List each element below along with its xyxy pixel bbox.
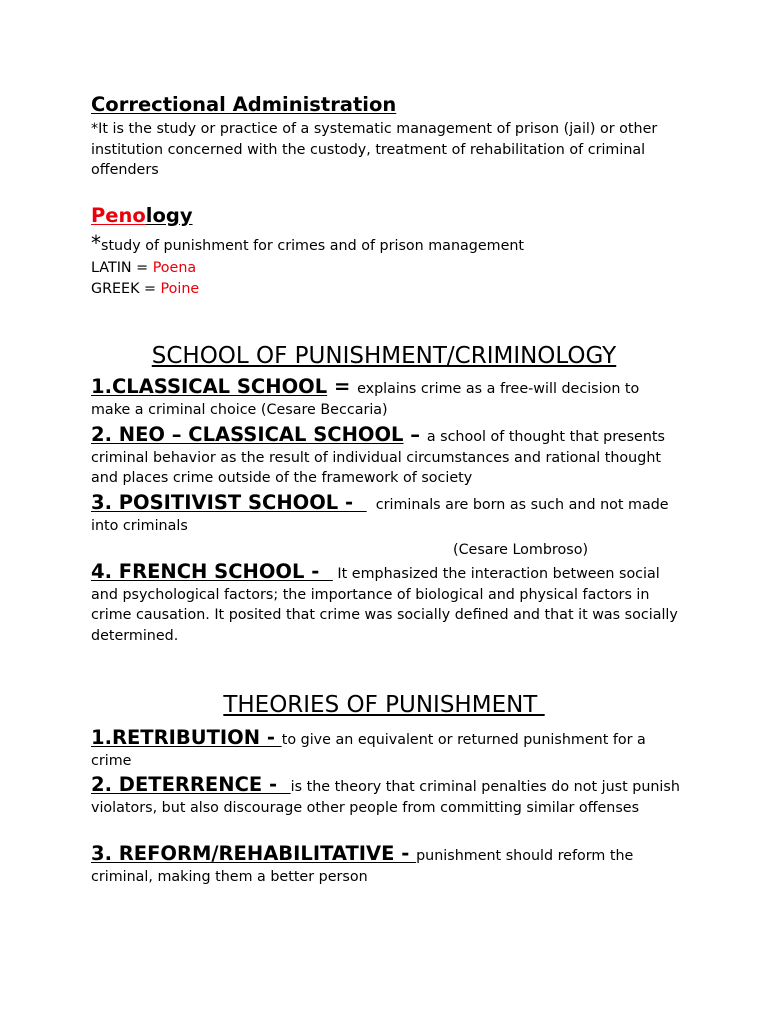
school-item-neo-classical — [91, 425, 681, 489]
correctional-definition: *It is the study or practice of a systematic management of prison (jail) or other institution concerned with the custody, treatment of rehabilitation of criminal offenders — [91, 121, 658, 179]
theory-text: to give an equivalent or returned punishment for a crime — [91, 732, 646, 769]
theory-item-retribution — [91, 728, 681, 771]
penology-title-red-part: Peno — [91, 204, 146, 227]
school-text: explains crime as a free-will decision to make a criminal choice (Cesare Beccaria) — [91, 381, 640, 418]
theory-lead: 2. DETERRENCE - — [91, 773, 291, 796]
penology-definition-line — [91, 233, 524, 257]
latin-label: LATIN = — [91, 260, 153, 276]
school-item-classical — [91, 377, 681, 420]
schools-heading: SCHOOL OF PUNISHMENT/CRIMINOLOGY — [151, 343, 617, 369]
school-lead: 1.CLASSICAL SCHOOL — [91, 375, 328, 398]
school-lead: 2. NEO – CLASSICAL SCHOOL — [91, 423, 404, 446]
theories-heading: THEORIES OF PUNISHMENT — [223, 692, 545, 718]
school-item-french — [91, 562, 681, 647]
theory-item-reform — [91, 844, 681, 887]
latin-line — [91, 258, 196, 279]
penology-title-black-part: logy — [145, 204, 193, 227]
school-text: a school of thought that presents criminal behavior as the result of individual circumstances and rational thought and places crime outside of the framework of society — [91, 429, 665, 487]
positivist-reference: (Cesare Lombroso) — [453, 542, 589, 558]
asterisk-mark: * — [91, 231, 101, 255]
penology-definition: study of punishment for crimes and of prison management — [101, 238, 525, 254]
school-separator: = — [327, 375, 358, 398]
school-lead: 4. FRENCH SCHOOL - — [91, 560, 333, 583]
school-text: It emphasized the interaction between social and psychological factors; the importance of biological and physical factors in crime causation. It posited that crime was socially defined and that it was socially determined. — [91, 566, 678, 645]
school-item-positivist — [91, 493, 681, 536]
greek-value: Poine — [160, 281, 200, 297]
greek-line — [91, 279, 199, 300]
correctional-title: Correctional Administration — [91, 93, 397, 116]
penology-title — [91, 204, 193, 227]
theory-lead: 3. REFORM/REHABILITATIVE - — [91, 842, 417, 865]
greek-label: GREEK = — [91, 281, 161, 297]
school-lead: 3. POSITIVIST SCHOOL - — [91, 491, 367, 514]
theory-text: punishment should reform the criminal, making them a better person — [91, 848, 634, 885]
theory-text: is the theory that criminal penalties do not just punish violators, but also discourage other people from committing similar offenses — [91, 779, 680, 816]
school-separator — [367, 497, 376, 513]
theory-item-deterrence — [91, 775, 681, 818]
latin-value: Poena — [152, 260, 197, 276]
theory-lead: 1.RETRIBUTION - — [91, 726, 282, 749]
school-text: criminals are born as such and not made into criminals — [91, 497, 669, 534]
school-separator: – — [403, 423, 427, 446]
